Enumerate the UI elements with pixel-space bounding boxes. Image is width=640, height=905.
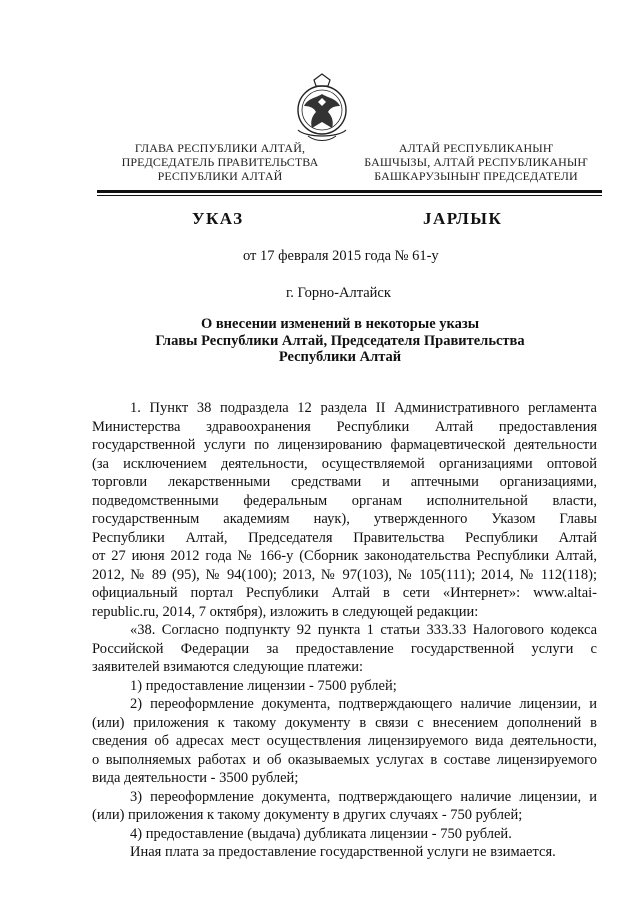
body-line: официальный портал Республики Алтай в сети «Интернет»: www.altai-: [92, 585, 597, 601]
body-line: republic.ru, 2014, 7 октября), изложить в следующей редакции:: [92, 603, 479, 620]
header-left-line: ГЛАВА РЕСПУБЛИКИ АЛТАЙ,: [134, 141, 306, 155]
header-divider-thin: [97, 195, 602, 196]
heading-line: Республики Алтай: [278, 349, 402, 365]
body-line: 1. Пункт 38 подраздела 12 раздела II Административного регламента: [130, 400, 597, 416]
body-line: (или) приложения к такому документу в других случаях - 750 рублей;: [92, 807, 523, 823]
body-line: о выполняемых работах и об оказываемых услугах в составе лицензируемого: [92, 751, 597, 768]
heading-line: Главы Республики Алтай, Председателя Правительства: [155, 332, 525, 349]
body-line: вида деятельности - 3500 рублей;: [92, 770, 299, 786]
document-body: [92, 399, 597, 862]
header-left-line: ПРЕДСЕДАТЕЛЬ ПРАВИТЕЛЬСТВА: [121, 155, 319, 169]
body-line: торговли лекарственными средствами и аптечными организациями,: [92, 474, 597, 490]
header-left-block: [100, 141, 340, 183]
header-divider-thick: [97, 190, 602, 193]
document-city: г. Горно-Алтайск: [286, 285, 391, 301]
heading-line: О внесении изменений в некоторые указы: [200, 316, 480, 332]
document-type-title: УКАЗ: [192, 209, 244, 228]
body-line: 4) предоставление (выдача) дубликата лицензии - 750 рублей.: [130, 825, 512, 842]
header-right-line: БАШКАРУЗЫНЫҤ ПРЕДСЕДАТЕЛИ: [374, 169, 578, 183]
body-line: 1) предоставление лицензии - 7500 рублей;: [130, 677, 397, 694]
body-line: подведомственными федеральным органам исполнительной власти,: [92, 492, 597, 509]
coat-of-arms-icon: [294, 72, 350, 144]
body-line: 3) переоформление документа, подтверждающего наличие лицензии, и: [130, 788, 597, 805]
body-line: (за исключением деятельности, осуществляемой организациями оптовой: [92, 455, 597, 472]
header-left-line: РЕСПУБЛИКИ АЛТАЙ: [157, 169, 283, 183]
body-line: государственной услуги по лицензированию фармацевтической деятельности: [92, 437, 597, 453]
body-line: Иная плата за предоставление государственной услуги не взимается.: [130, 844, 556, 860]
header-right-line: АЛТАЙ РЕСПУБЛИКАНЫҤ: [398, 141, 554, 155]
body-line: от 27 июня 2012 года № 166-у (Сборник законодательства Республики Алтай,: [92, 548, 597, 564]
body-line: заявителей взимаются следующие платежи:: [92, 659, 363, 675]
header-right-block: [356, 141, 596, 183]
body-line: государственным академиям наук), утвержденного Указом Главы: [92, 511, 597, 527]
document-heading: [80, 316, 600, 366]
body-line: (или) приложения к такому документу в связи с внесением дополнений в: [92, 714, 597, 731]
body-line: сведения об адресах мест осуществления лицензируемого вида деятельности,: [92, 733, 597, 749]
body-line: «38. Согласно подпункту 92 пункта 1 статьи 333.33 Налогового кодекса: [130, 622, 597, 638]
body-line: 2) переоформление документа, подтверждающего наличие лицензии, и: [130, 696, 597, 712]
document-date-number: от 17 февраля 2015 года № 61-у: [243, 248, 439, 264]
document-type-title-altai: JАРЛЫК: [423, 209, 503, 228]
body-line: 2012, № 89 (95), № 94(100); 2013, № 97(103), № 105(111); 2014, № 112(118);: [92, 566, 597, 583]
body-line: Министерства здравоохранения Республики Алтай предоставления: [92, 418, 597, 435]
body-line: Российской Федерации за предоставление государственной услуги с: [92, 640, 597, 657]
body-line: Республики Алтай, Председателя Правительства Республики Алтай: [92, 529, 597, 546]
header-right-line: БАШЧЫЗЫ, АЛТАЙ РЕСПУБЛИКАНЫҤ: [364, 155, 588, 169]
